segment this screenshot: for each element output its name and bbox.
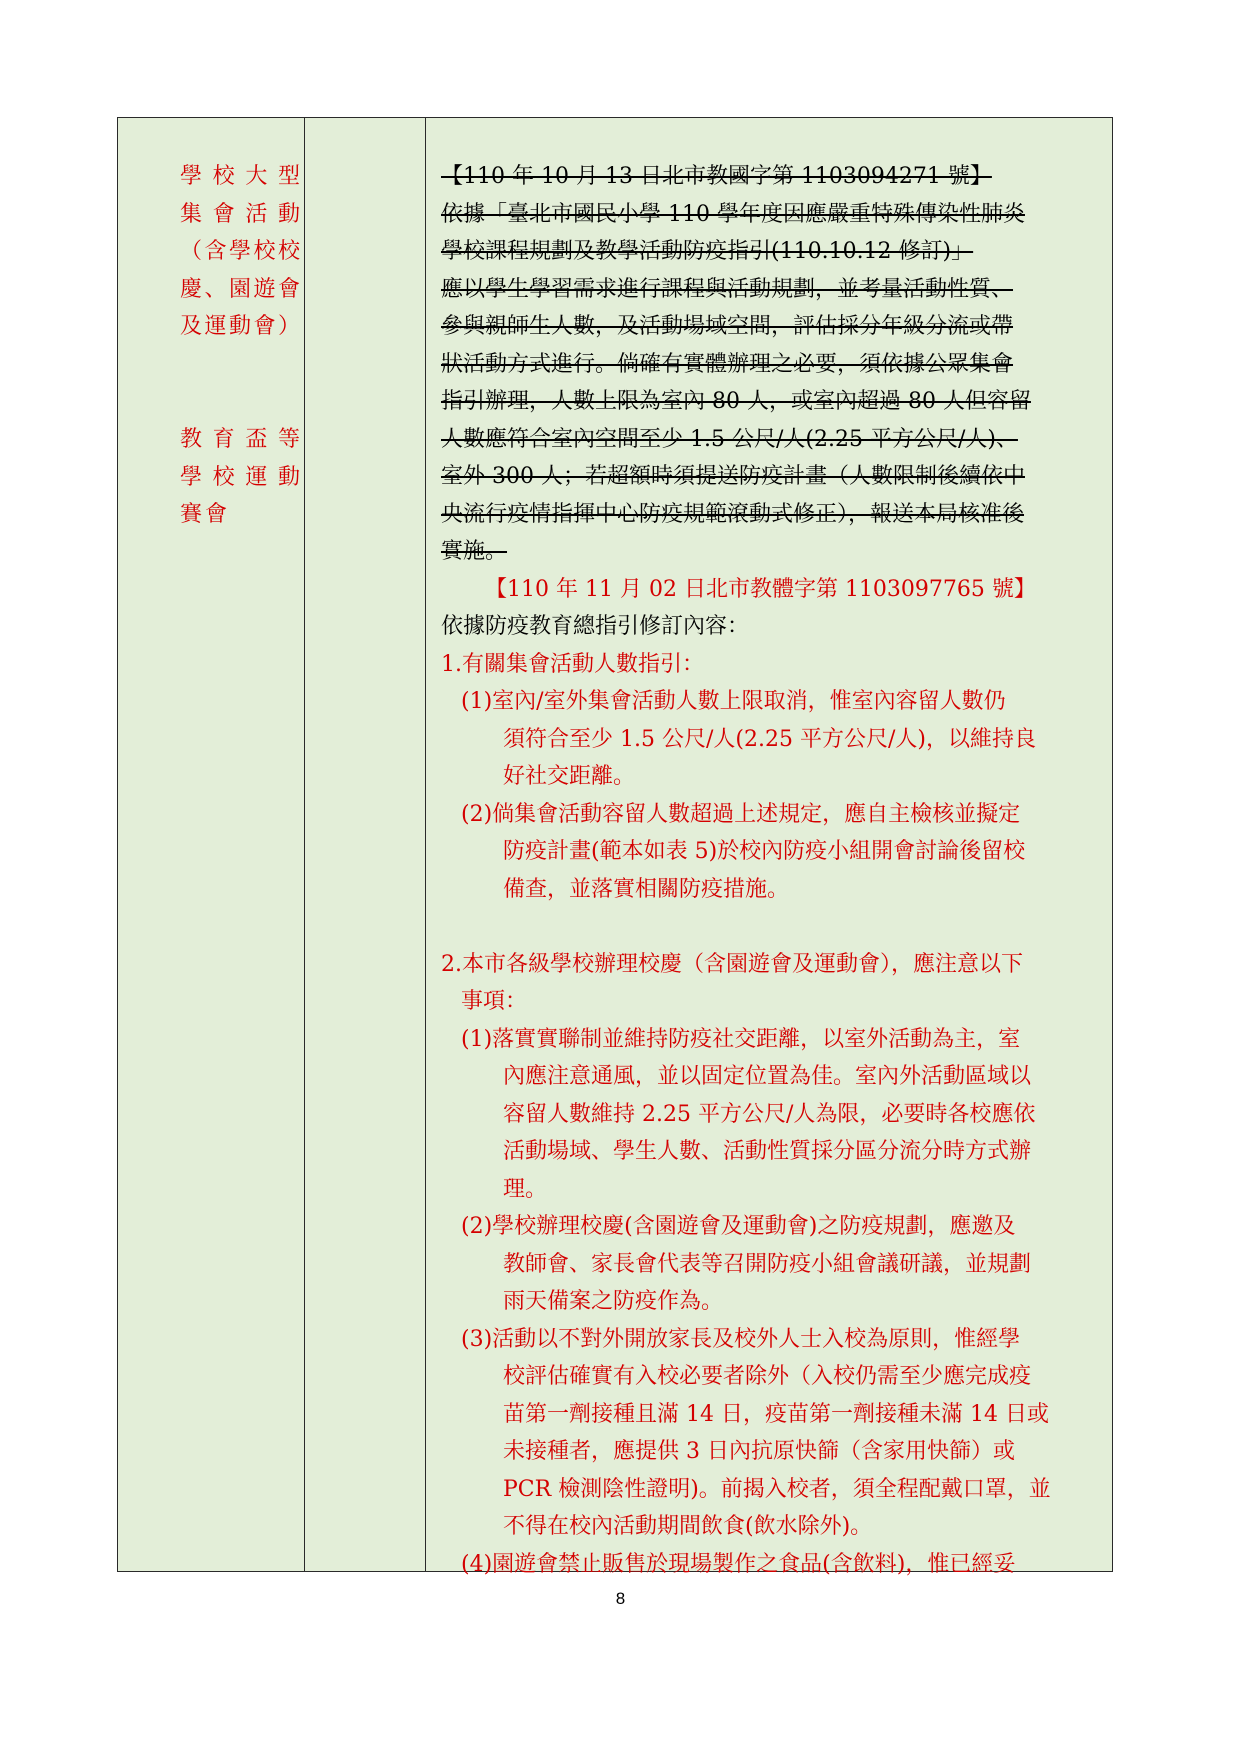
sub-line: 理。 [503, 1176, 548, 1202]
sub-line: 雨天備案之防疫作為。 [503, 1289, 724, 1314]
category-line: 集會活動 [180, 201, 300, 227]
struck-line: 學校課程規劃及教學活動防疫指引(110.10.12 修訂)」 [441, 239, 974, 264]
basis-line: 依據防疫教育總指引修訂內容： [441, 614, 750, 639]
sub-line: 活動場域、學生人數、活動性質採分區分流分時方式辦 [503, 1139, 1032, 1164]
struck-line: 【110 年 10 月 13 日北市教國字第 1103094271 號】 [441, 164, 992, 189]
struck-line: 指引辦理，人數上限為室內 80 人，或室內超過 80 人但容留 [441, 389, 1031, 414]
regulation-table [117, 117, 1113, 1577]
sub-line: (1)室內/室外集會活動人數上限取消，惟室內容留人數仍 [461, 689, 1006, 714]
struck-line: 央流行疫情指揮中心防疫規範滾動式修正），報送本局核准後 [441, 501, 1025, 527]
item1-sub2 [441, 796, 1096, 909]
item2-title-cont: 事項： [461, 989, 528, 1014]
item2-title: 2.本市各級學校辦理校慶（含園遊會及運動會），應注意以下 [441, 951, 1023, 977]
item2-sub4 [441, 1546, 1096, 1584]
sub-line: 不得在校內活動期間飲食(飲水除外)。 [503, 1514, 873, 1539]
sub-line: 好社交距離。 [503, 764, 636, 789]
item1-sub1 [441, 683, 1096, 796]
item1-title: 1.有關集會活動人數指引： [441, 651, 704, 677]
sub-line: 須符合至少 1.5 公尺/人(2.25 平方公尺/人)，以維持良 [503, 726, 1036, 752]
item2-sub2 [441, 1208, 1096, 1321]
sub-line: (3)活動以不對外開放家長及校外人士入校為原則，惟經學 [461, 1326, 1021, 1352]
sub-line: 校評估確實有入校必要者除外（入校仍需至少應完成疫 [503, 1364, 1032, 1389]
struck-line: 依據「臺北市國民小學 110 學年度因應嚴重特殊傳染性肺炎 [441, 201, 1025, 227]
category-line: 慶、園遊會 [180, 276, 300, 302]
category-line: 學校大型 [180, 164, 300, 189]
page-number: 8 [615, 1589, 626, 1608]
struck-line: 應以學生學習需求進行課程與活動規劃，並考量活動性質、 [441, 276, 1014, 302]
sub-line: (4)園遊會禁止販售於現場製作之食品(含飲料)，惟已經妥 [461, 1551, 1016, 1577]
sub-line: (1)落實實聯制並維持防疫社交距離，以室外活動為主，室 [461, 1026, 1021, 1052]
sub-line: 備查，並落實相關防疫措施。 [503, 876, 790, 902]
struck-line: 參與親師生人數，及活動場域空間，評估採分年級分流或帶 [441, 314, 1014, 339]
struck-line: 人數應符合室內空間至少 1.5 公尺/人(2.25 平方公尺/人)、 [441, 426, 1018, 452]
new-reference: 【110 年 11 月 02 日北市教體字第 1103097765 號】 [485, 576, 1036, 602]
sub-line: 內應注意通風，並以固定位置為佳。室內外活動區域以 [503, 1064, 1032, 1089]
column-divider-2 [425, 118, 426, 1571]
category-line: （含學校校 [180, 239, 300, 264]
blank-line [441, 908, 1096, 946]
category-sports [180, 421, 300, 534]
category-school-events [180, 158, 300, 346]
column-divider-1 [304, 118, 305, 1571]
category-line: 學校運動 [180, 464, 300, 490]
sub-line: 苗第一劑接種且滿 14 日，疫苗第一劑接種未滿 14 日或 [503, 1401, 1049, 1427]
struck-line: 狀活動方式進行。倘確有實體辦理之必要，須依據公眾集會 [441, 351, 1014, 377]
regulation-content [441, 158, 1096, 1583]
sub-line: 未接種者，應提供 3 日內抗原快篩（含家用快篩）或 [503, 1439, 1015, 1464]
struck-line: 實施。 [441, 539, 508, 564]
category-line: 賽會 [180, 502, 231, 527]
struck-line: 室外 300 人；若超額時須提送防疫計畫（人數限制後續依中 [441, 464, 1025, 489]
category-line: 及運動會） [180, 314, 300, 339]
sub-line: 容留人數維持 2.25 平方公尺/人為限，必要時各校應依 [503, 1101, 1036, 1127]
sub-line: PCR 檢測陰性證明)。前揭入校者，須全程配戴口罩，並 [503, 1476, 1051, 1502]
sub-line: 教師會、家長會代表等召開防疫小組會議研議，並規劃 [503, 1251, 1032, 1277]
sub-line: (2)學校辦理校慶(含園遊會及運動會)之防疫規劃，應邀及 [461, 1214, 1016, 1239]
item2-sub3 [441, 1321, 1096, 1546]
sub-line: 防疫計畫(範本如表 5)於校內防疫小組開會討論後留校 [503, 839, 1026, 864]
item2-sub1 [441, 1021, 1096, 1209]
category-line: 教育盃等 [180, 427, 300, 452]
sub-line: (2)倘集會活動容留人數超過上述規定，應自主檢核並擬定 [461, 801, 1021, 827]
